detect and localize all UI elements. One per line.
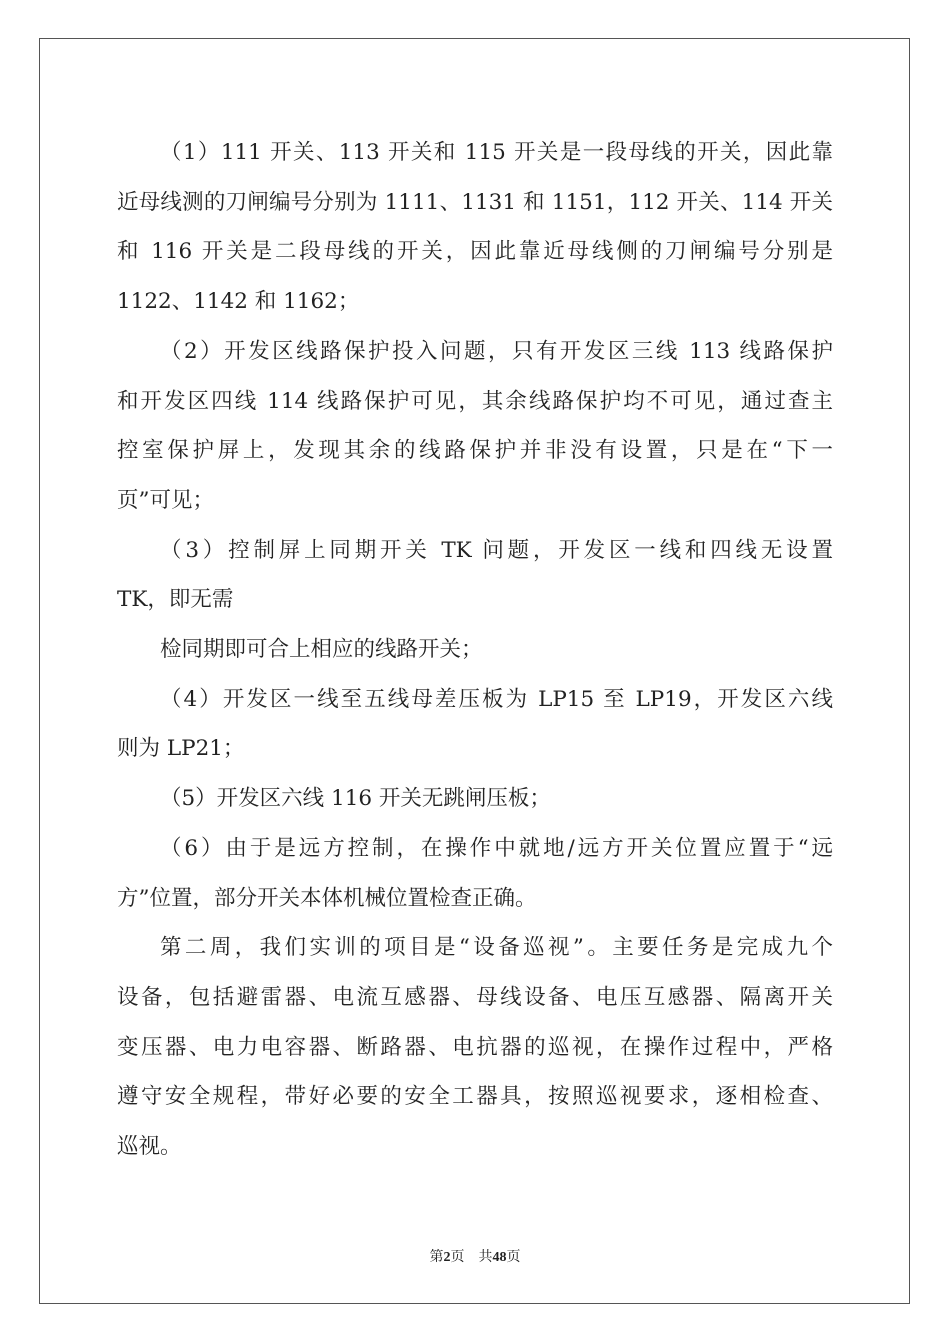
paragraph bbox=[117, 923, 833, 1172]
paragraph-line: 遵守安全规程，带好必要的安全工器具，按照巡视要求，逐相检查、 bbox=[117, 1084, 833, 1110]
paragraph-line: 和开发区四线 114 线路保护可见，其余线路保护均不可见，通过查主 bbox=[117, 388, 833, 414]
paragraph-line: TK，即无需 bbox=[117, 587, 234, 613]
paragraph bbox=[117, 128, 833, 327]
paragraph-line: （3）控制屏上同期开关 TK 问题，开发区一线和四线无设置 bbox=[160, 537, 833, 563]
paragraph bbox=[117, 824, 833, 923]
paragraph-line: （2）开发区线路保护投入问题，只有开发区三线 113 线路保护 bbox=[160, 338, 833, 364]
paragraph-line: 设备，包括避雷器、电流互感器、母线设备、电压互感器、隔离开关 bbox=[117, 984, 833, 1010]
paragraph-line: （6）由于是远方控制，在操作中就地/远方开关位置应置于“远 bbox=[160, 835, 833, 861]
paragraph-line: 第二周，我们实训的项目是“设备巡视”。主要任务是完成九个 bbox=[160, 935, 833, 961]
paragraph bbox=[117, 625, 833, 675]
paragraph bbox=[117, 526, 833, 625]
footer-suffix: 页 bbox=[506, 1249, 521, 1265]
page-footer bbox=[0, 1246, 950, 1266]
footer-prefix: 第 bbox=[429, 1249, 444, 1265]
paragraph-line: 变压器、电力电容器、断路器、电抗器的巡视，在操作过程中，严格 bbox=[117, 1034, 833, 1060]
footer-total-pages: 48 bbox=[492, 1250, 507, 1265]
paragraph-line: 检同期即可合上相应的线路开关； bbox=[160, 637, 483, 663]
paragraph-line: 页”可见； bbox=[117, 487, 214, 513]
footer-mid: 页 共 bbox=[450, 1249, 493, 1265]
paragraph-line: 巡视。 bbox=[117, 1134, 182, 1160]
paragraph bbox=[117, 675, 833, 774]
paragraph-line: （5）开发区六线 116 开关无跳闸压板； bbox=[160, 786, 551, 812]
paragraph-line: 近母线测的刀闸编号分别为 1111、1131 和 1151，112 开关、114 开关 bbox=[117, 189, 833, 215]
paragraph-line: （1）111 开关、113 开关和 115 开关是一段母线的开关，因此靠 bbox=[160, 140, 833, 165]
footer-page-number: 2 bbox=[443, 1250, 451, 1265]
document-body bbox=[117, 128, 833, 1172]
paragraph-line: 则为 LP21； bbox=[117, 736, 245, 762]
paragraph-line: 和 116 开关是二段母线的开关，因此靠近母线侧的刀闸编号分别是 bbox=[117, 239, 833, 265]
paragraph-line: 方”位置，部分开关本体机械位置检查正确。 bbox=[117, 885, 537, 911]
paragraph-line: 1122、1142 和 1162； bbox=[117, 289, 360, 315]
paragraph bbox=[117, 327, 833, 526]
paragraph-line: （4）开发区一线至五线母差压板为 LP15 至 LP19，开发区六线 bbox=[160, 686, 833, 712]
paragraph bbox=[117, 774, 833, 824]
paragraph-line: 控室保护屏上，发现其余的线路保护并非没有设置，只是在“下一 bbox=[117, 438, 833, 464]
